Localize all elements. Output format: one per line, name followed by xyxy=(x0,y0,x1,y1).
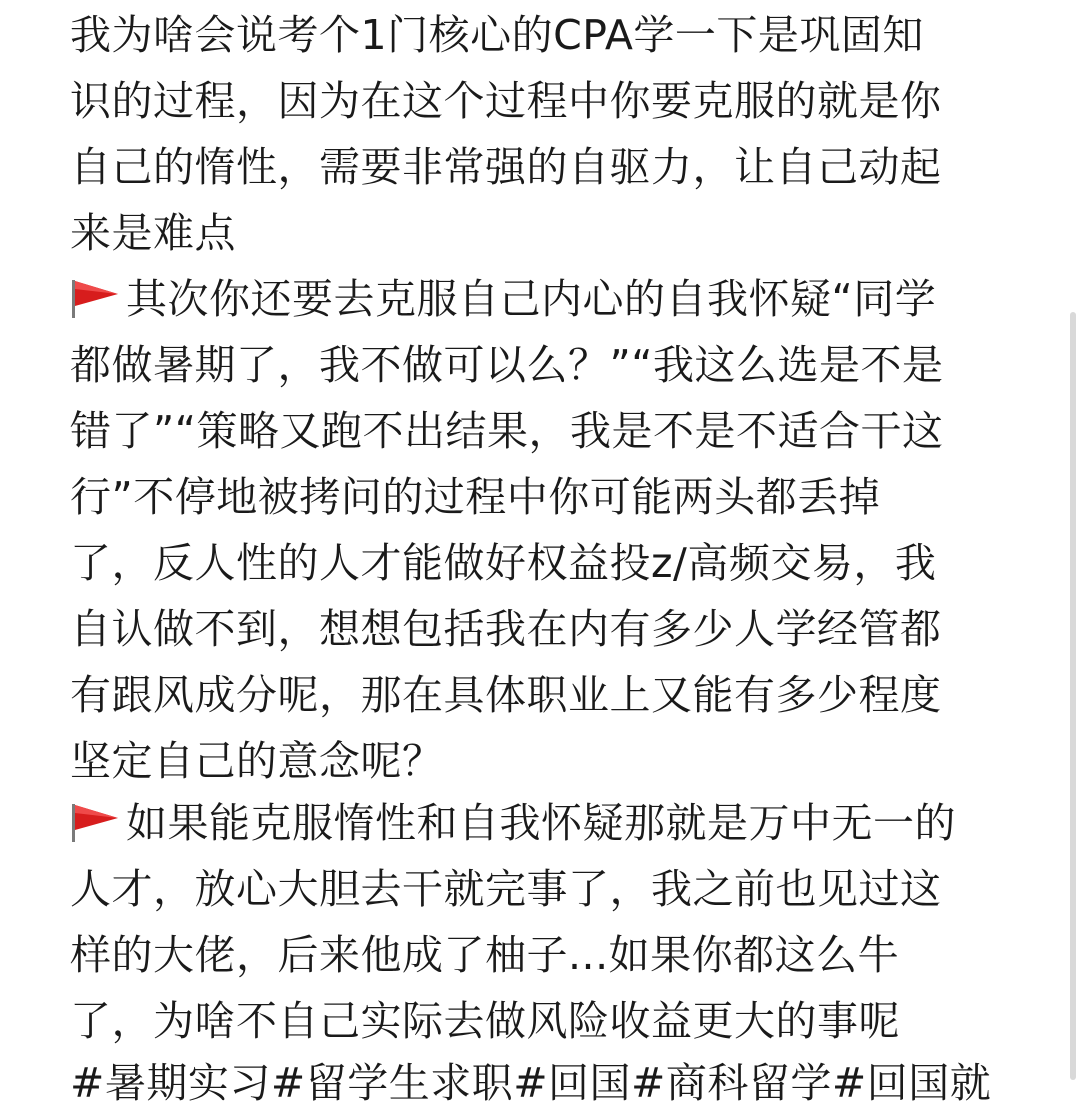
post-text-line: 来是难点 xyxy=(70,209,236,257)
post-text-line: 错了”“策略又跑不出结果，我是不是不适合干这 xyxy=(70,407,944,455)
red-flag-icon xyxy=(70,803,120,843)
post-text-line: 识的过程，因为在这个过程中你要克服的就是你 xyxy=(70,77,942,125)
post-text-line: 了，反人性的人才能做好权益投z/高频交易，我 xyxy=(70,539,937,587)
post-text-line: 行”不停地被拷问的过程中你可能两头都丢掉 xyxy=(70,473,881,521)
post-text-line: 人才，放心大胆去干就完事了，我之前也见过这 xyxy=(70,865,942,913)
hashtag-line[interactable]: #暑期实习#留学生求职#回国#商科留学#回国就 xyxy=(70,1059,992,1107)
post-text-line: 我为啥会说考个1门核心的CPA学一下是巩固知 xyxy=(70,11,924,59)
post-text-line: 自认做不到，想想包括我在内有多少人学经管都 xyxy=(70,605,942,653)
post-text-line-flagged xyxy=(70,790,956,856)
post-text: 如果能克服惰性和自我怀疑那就是万中无一的 xyxy=(126,799,956,847)
red-flag-icon xyxy=(70,279,120,319)
post-text-line: 有跟风成分呢，那在具体职业上又能有多少程度 xyxy=(70,671,942,719)
post-text-line: 自己的惰性，需要非常强的自驱力，让自己动起 xyxy=(70,143,942,191)
post-text-line: 了，为啥不自己实际去做风险收益更大的事呢 xyxy=(70,997,900,1045)
post-text-line-flagged xyxy=(70,266,936,332)
post-text: 其次你还要去克服自己内心的自我怀疑“同学 xyxy=(126,275,937,323)
post-text-line: 样的大佬，后来他成了柚子...如果你都这么牛 xyxy=(70,931,900,979)
post-body xyxy=(70,0,1010,1107)
post-text-line: 都做暑期了，我不做可以么？”“我这么选是不是 xyxy=(70,341,944,389)
scrollbar[interactable] xyxy=(1070,312,1076,1080)
post-text-line: 坚定自己的意念呢？ xyxy=(70,737,444,785)
